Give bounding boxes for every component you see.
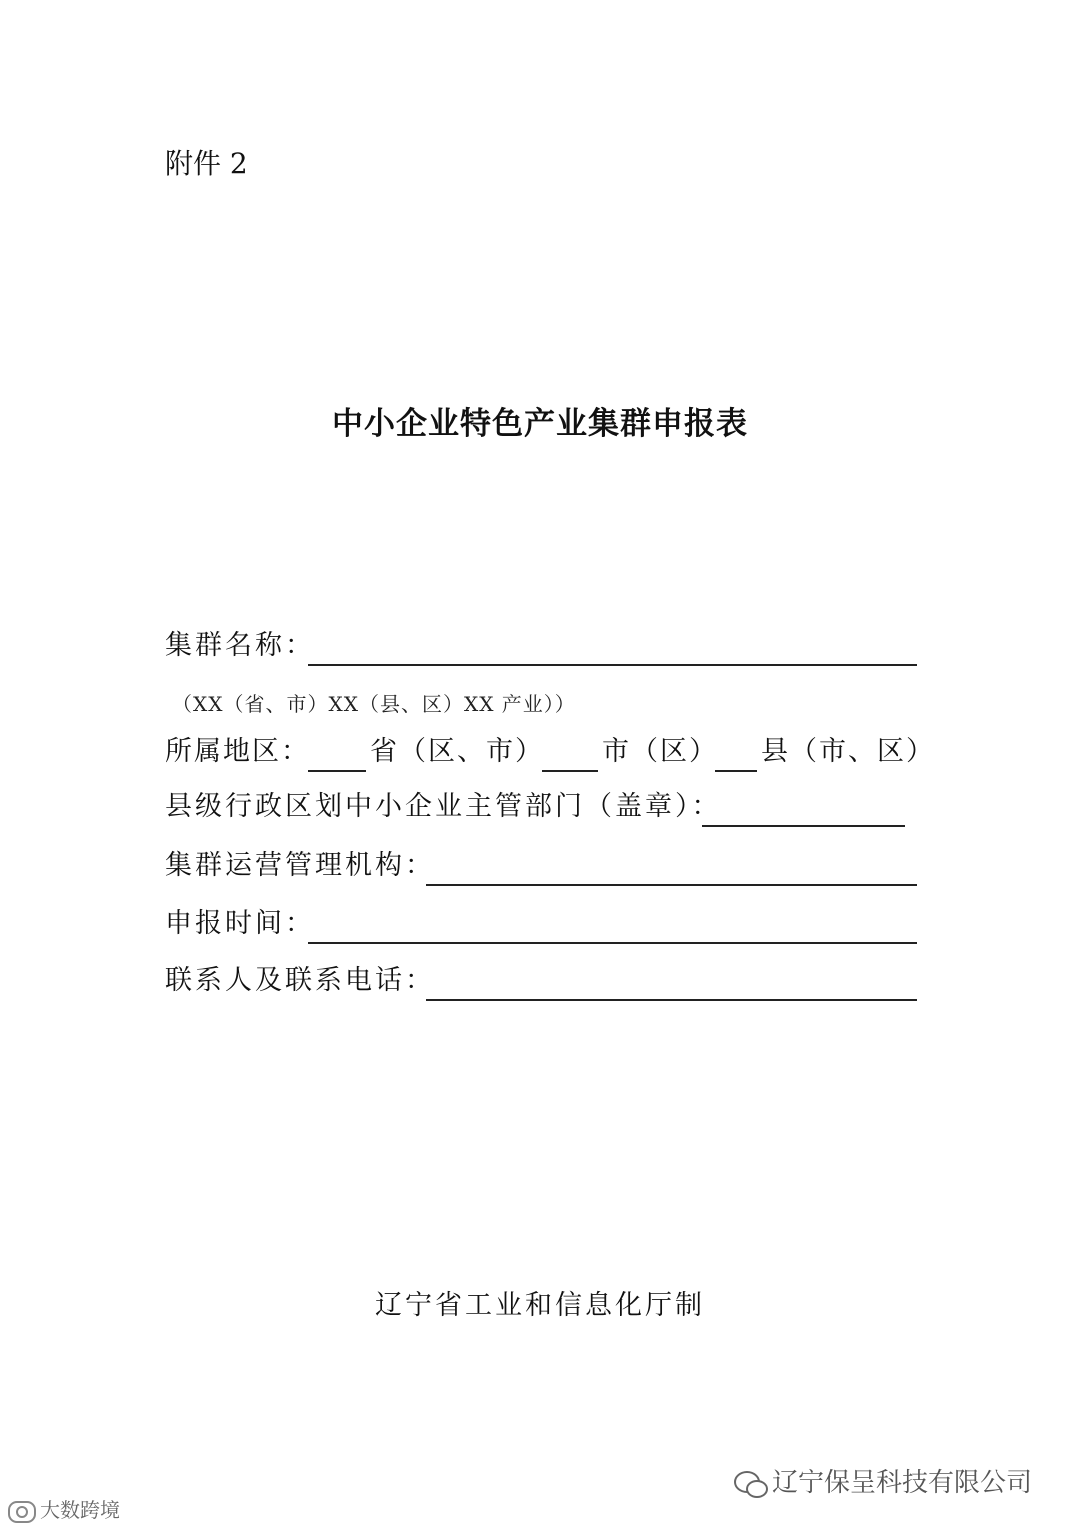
attachment-label: 附件 2 (165, 147, 248, 180)
region-city-field[interactable] (542, 770, 598, 772)
region-city-text: 市（区） (602, 736, 718, 767)
region-row (165, 732, 935, 772)
cluster-name-label: 集群名称： (165, 630, 315, 661)
source-watermark-text: 大数跨境 (40, 1498, 120, 1522)
issuer-footer: 辽宁省工业和信息化厅制 (375, 1290, 705, 1321)
company-watermark-text: 辽宁保呈科技有限公司 (772, 1468, 1033, 1498)
cluster-name-hint: （XX（省、市）XX（县、区）XX 产业）） (172, 692, 576, 716)
date-label: 申报时间： (165, 908, 315, 939)
source-watermark (8, 1494, 120, 1523)
operator-row (165, 846, 917, 886)
document-title: 中小企业特色产业集群申报表 (332, 406, 748, 442)
department-label: 县级行政区划中小企业主管部门（盖章）： (165, 791, 722, 822)
region-county-text: 县（市、区） (761, 736, 935, 767)
department-row (165, 787, 905, 827)
cluster-name-field[interactable] (308, 664, 917, 666)
contact-field[interactable] (426, 999, 917, 1001)
date-row (165, 904, 917, 944)
contact-row (165, 961, 917, 1001)
region-county-field[interactable] (715, 770, 757, 772)
region-province-field[interactable] (308, 770, 366, 772)
camera-icon (8, 1501, 36, 1523)
operator-field[interactable] (426, 884, 917, 886)
operator-label: 集群运营管理机构： (165, 850, 435, 881)
department-field[interactable] (702, 825, 905, 827)
contact-label: 联系人及联系电话： (165, 965, 435, 996)
region-province-text: 省（区、市） (370, 736, 544, 767)
region-label: 所属地区： (165, 736, 310, 767)
cluster-name-row (165, 626, 917, 666)
company-watermark (734, 1462, 1032, 1499)
date-field[interactable] (308, 942, 917, 944)
wechat-icon (734, 1471, 766, 1497)
